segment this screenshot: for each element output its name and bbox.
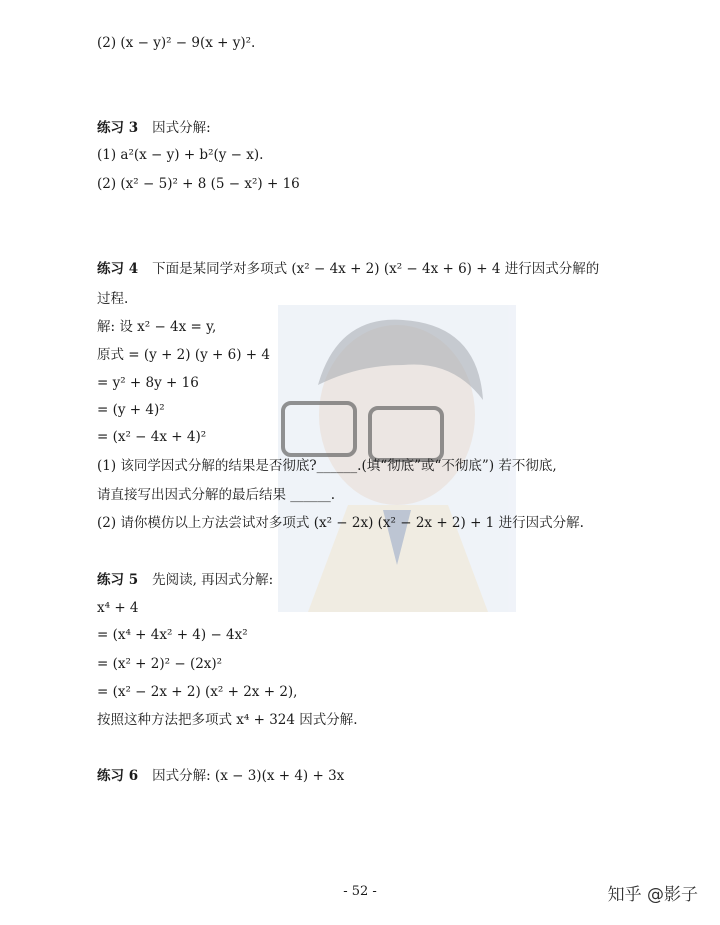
exercise-4-question-2: (2) 请你模仿以上方法尝试对多项式 (x² − 2x) (x² − 2x + 2) + 1 进行因式分解. (97, 515, 584, 531)
exercise-3-heading: 练习 3 因式分解: (97, 120, 211, 136)
solution-line: = (x² − 4x + 4)² (97, 429, 207, 445)
exercise-5-heading: 练习 5 先阅读, 再因式分解: (97, 572, 274, 588)
page-number: - 52 - (343, 884, 377, 899)
solution-line: 原式 = (y + 2) (y + 6) + 4 (97, 347, 270, 363)
exercise-label: 练习 3 (97, 120, 139, 136)
brand-watermark: 知乎 @影子 (607, 885, 698, 905)
exercise-5-instruction: 按照这种方法把多项式 x⁴ + 324 因式分解. (97, 712, 358, 728)
solution-line: = (y + 4)² (97, 402, 165, 418)
exercise-label: 练习 6 (97, 768, 139, 784)
exercise-4-question-1: (1) 该同学因式分解的结果是否彻底?______.(填“彻底”或“不彻底”) 若不彻底, (97, 458, 557, 474)
exercise-6-heading: 练习 6 因式分解: (x − 3)(x + 4) + 3x (97, 768, 345, 784)
exercise-5-line: = (x² − 2x + 2) (x² + 2x + 2), (97, 684, 298, 700)
exercise-label: 练习 5 (97, 572, 139, 588)
exercise-2-part-2: (2) (x − y)² − 9(x + y)². (97, 35, 256, 51)
exercise-5-line: = (x⁴ + 4x² + 4) − 4x² (97, 627, 248, 643)
exercise-4-question-1-cont: 请直接写出因式分解的最后结果 ______. (97, 487, 336, 503)
exercise-5-line: = (x² + 2)² − (2x)² (97, 656, 223, 672)
solution-line: 解: 设 x² − 4x = y, (97, 319, 217, 335)
exercise-4-heading: 练习 4 下面是某同学对多项式 (x² − 4x + 2) (x² − 4x + 6) + 4 进行因式分解的 (97, 261, 600, 277)
exercise-label: 练习 4 (97, 261, 139, 277)
exercise-3-part-2: (2) (x² − 5)² + 8 (5 − x²) + 16 (97, 176, 300, 192)
exercise-5-line: x⁴ + 4 (97, 600, 139, 616)
exercise-4-text: 过程. (97, 291, 129, 307)
solution-line: = y² + 8y + 16 (97, 375, 199, 391)
exercise-3-part-1: (1) a²(x − y) + b²(y − x). (97, 147, 264, 163)
